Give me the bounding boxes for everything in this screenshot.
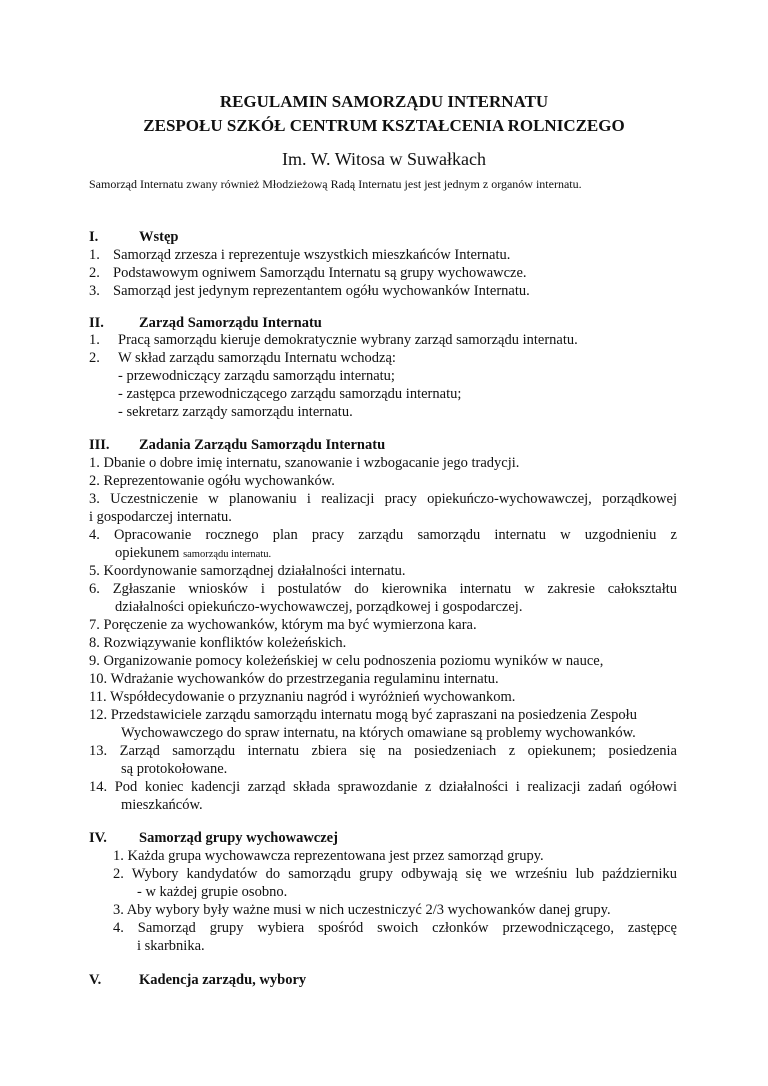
list-item: 5. Koordynowanie samorządnej działalności internatu. xyxy=(89,563,406,579)
item-number: 2. xyxy=(89,350,100,366)
list-item: 3. Aby wybory były ważne musi w nich uczestniczyć 2/3 wychowanków danej grupy. xyxy=(113,902,611,918)
item-number: 1. xyxy=(89,247,100,263)
list-item-continuation: mieszkańców. xyxy=(121,797,203,813)
sub-item: - przewodniczący zarządu samorządu internatu; xyxy=(118,368,395,384)
list-item: 13. Zarząd samorządu internatu zbiera się na posiedzeniach z opiekunem; posiedzenia xyxy=(89,743,677,759)
list-item: 11. Współdecydowanie o przyznaniu nagród i wyróżnień wychowankom. xyxy=(89,689,516,705)
item-text: opiekunem xyxy=(115,545,180,561)
intro-text: Samorząd Internatu zwany również Młodzieżową Radą Internatu jest jest jednym z organów internatu. xyxy=(89,177,582,191)
list-item: 4. Samorząd grupy wybiera spośród swoich członków przewodniczącego, zastępcę xyxy=(113,920,677,936)
subtitle: Im. W. Witosa w Suwałkach xyxy=(282,149,486,169)
sub-item: - zastępca przewodniczącego zarządu samorządu internatu; xyxy=(118,386,462,402)
title-line-1: REGULAMIN SAMORZĄDU INTERNATU xyxy=(219,92,549,111)
section-title: Zadania Zarządu Samorządu Internatu xyxy=(139,437,386,453)
list-item: 1. Każda grupa wychowawcza reprezentowana jest przez samorząd grupy. xyxy=(113,848,544,864)
section-title: Wstęp xyxy=(139,229,179,245)
list-item-continuation: są protokołowane. xyxy=(121,761,228,777)
list-item: 2. Wybory kandydatów do samorządu grupy odbywają się we wrześniu lub październiku xyxy=(113,866,677,882)
list-item-continuation: Wychowawczego do spraw internatu, na których omawiane są problemy wychowanków. xyxy=(121,725,636,741)
list-item: 9. Organizowanie pomocy koleżeńskiej w celu podnoszenia poziomu wyników w nauce, xyxy=(89,653,604,669)
section-number: III. xyxy=(89,437,110,453)
list-item-continuation: i skarbnika. xyxy=(137,938,205,954)
list-item: 4. Opracowanie rocznego plan pracy zarządu samorządu internatu w uzgodnieniu z xyxy=(89,527,677,543)
list-item: 12. Przedstawiciele zarządu samorządu internatu mogą być zapraszani na posiedzenia Zespołu xyxy=(89,707,637,723)
section-title: Zarząd Samorządu Internatu xyxy=(139,315,322,331)
sub-item: - sekretarz zarządy samorządu internatu. xyxy=(118,404,353,420)
section-title: Samorząd grupy wychowawczej xyxy=(139,830,338,846)
list-item: 8. Rozwiązywanie konfliktów koleżeńskich. xyxy=(89,635,347,651)
list-item: 3. Uczestniczenie w planowaniu i realizacji pracy opiekuńczo-wychowawczej, porządkowej xyxy=(89,491,677,507)
item-number: 2. xyxy=(89,265,100,281)
item-number: 1. xyxy=(89,332,100,348)
list-item: 7. Poręczenie za wychowanków, którym ma być wymierzona kara. xyxy=(89,617,477,633)
title-line-2: ZESPOŁU SZKÓŁ CENTRUM KSZTAŁCENIA ROLNICZEGO xyxy=(143,116,625,135)
section-title: Kadencja zarządu, wybory xyxy=(139,972,307,988)
item-text: Pracą samorządu kieruje demokratycznie wybrany zarząd samorządu internatu. xyxy=(118,332,578,348)
list-item: 14. Pod koniec kadencji zarząd składa sprawozdanie z działalności i realizacji zadań ogółowi xyxy=(89,779,677,795)
list-item-continuation: i gospodarczej internatu. xyxy=(89,509,232,525)
item-text-small: samorządu internatu. xyxy=(183,549,272,560)
item-text: Samorząd zrzesza i reprezentuje wszystkich mieszkańców Internatu. xyxy=(113,247,511,263)
section-number: I. xyxy=(89,229,99,245)
list-item: 2. Reprezentowanie ogółu wychowanków. xyxy=(89,473,335,489)
section-number: IV. xyxy=(89,830,107,846)
item-number: 3. xyxy=(89,283,100,299)
list-item-continuation xyxy=(115,544,271,564)
item-text: Podstawowym ogniwem Samorządu Internatu są grupy wychowawcze. xyxy=(113,265,527,281)
list-item: 6. Zgłaszanie wniosków i postulatów do kierownika internatu w zakresie całokształtu xyxy=(89,581,677,597)
list-item-continuation: - w każdej grupie osobno. xyxy=(137,884,288,900)
section-number: V. xyxy=(89,972,102,988)
section-number: II. xyxy=(89,315,104,331)
list-item: 1. Dbanie o dobre imię internatu, szanowanie i wzbogacanie jego tradycji. xyxy=(89,455,520,471)
item-text: W skład zarządu samorządu Internatu wchodzą: xyxy=(118,350,396,366)
list-item-continuation: działalności opiekuńczo-wychowawczej, porządkowej i gospodarczej. xyxy=(115,599,523,615)
list-item: 10. Wdrażanie wychowanków do przestrzegania regulaminu internatu. xyxy=(89,671,499,687)
item-text: Samorząd jest jedynym reprezentantem ogółu wychowanków Internatu. xyxy=(113,283,530,299)
